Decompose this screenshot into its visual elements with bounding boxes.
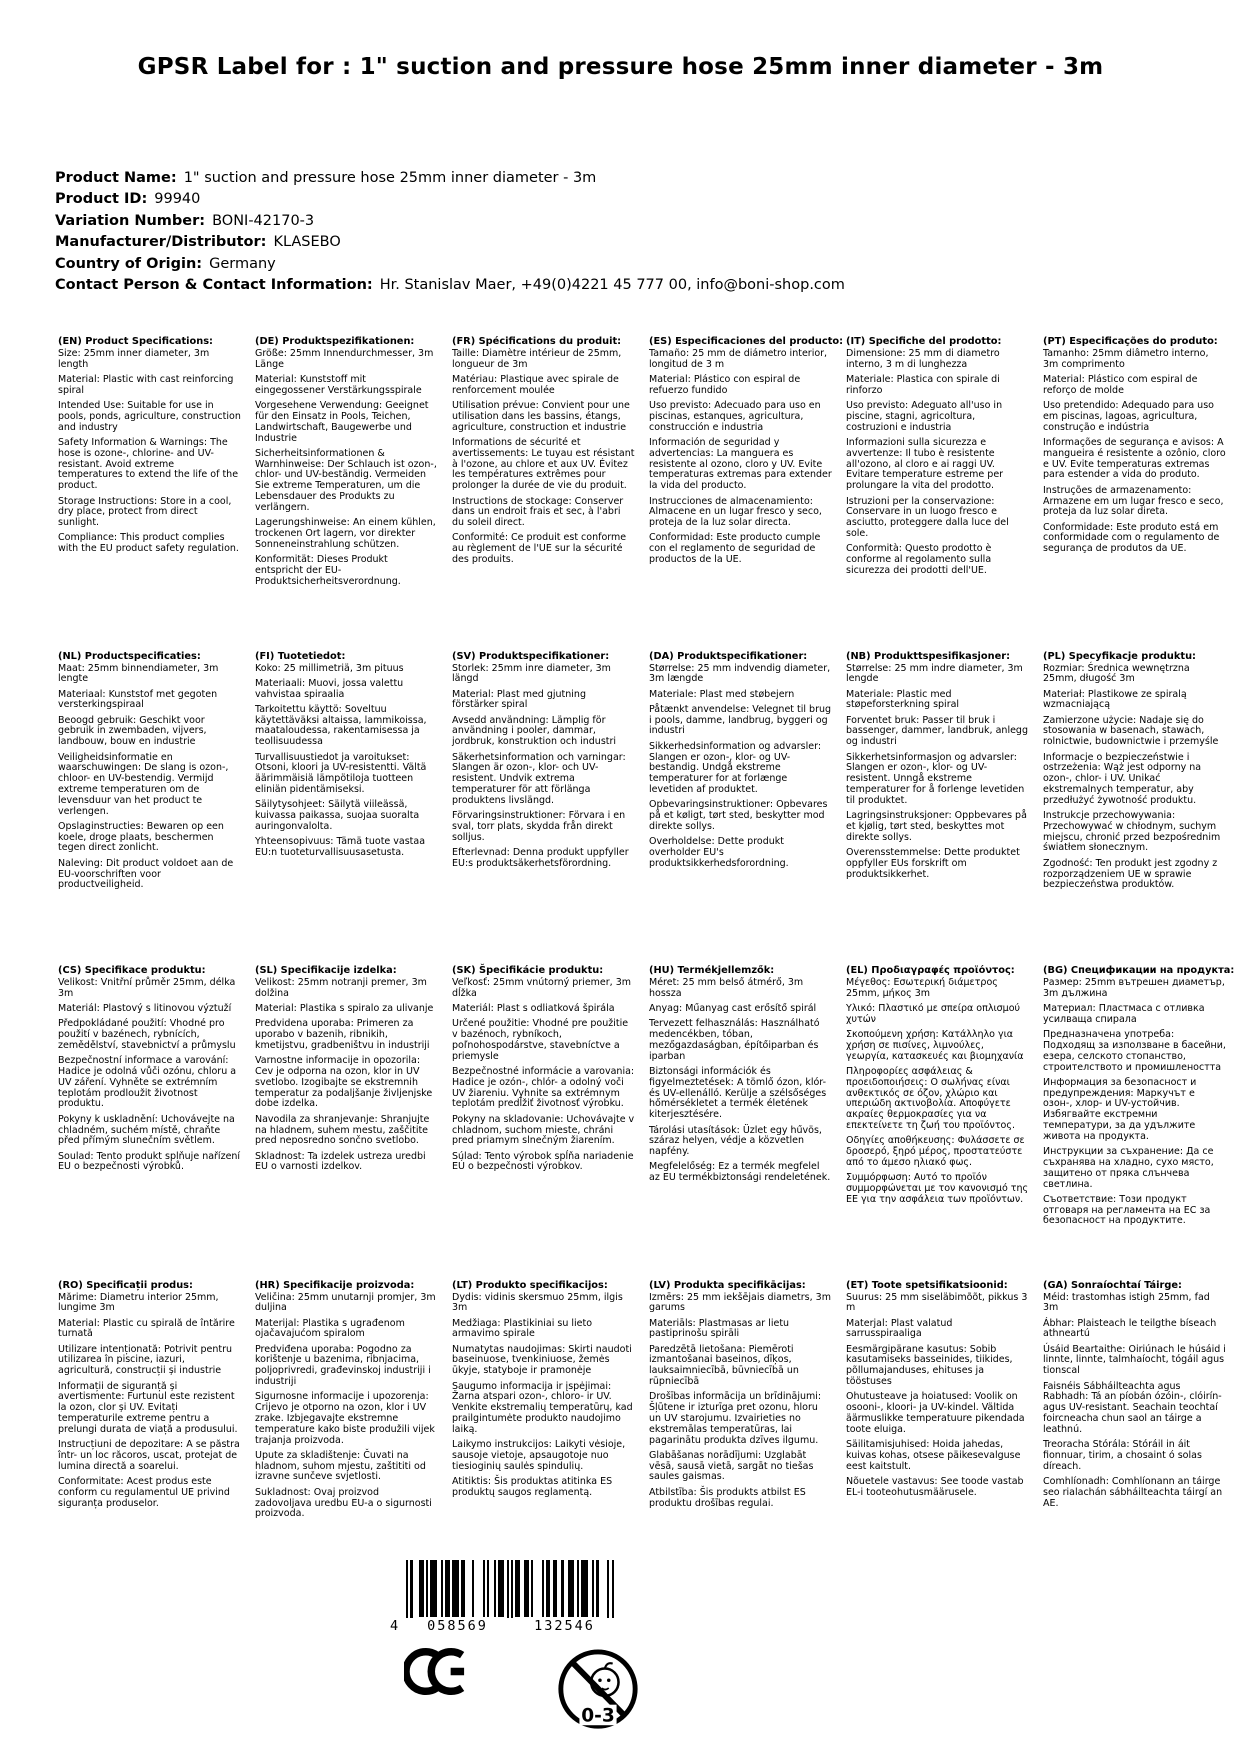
spec-paragraph: Size: 25mm inner diameter, 3m length [58,348,210,370]
product-info-value: Hr. Stanislav Maer, +49(0)4221 45 777 00, info@boni-shop.com [379,277,845,294]
spec-block-pl [1043,651,1226,966]
spec-block-lv [649,1280,832,1595]
spec-block-ro [58,1280,241,1595]
product-info-value: KLASEBO [273,234,341,251]
spec-paragraph: Bezpečnostné informácie a varovania: Hadice je ozón-, chlór- a odolný voči UV žiareniu. Vyhnite sa extrémnym teplotám predĺžiť životnosť výrobku. [452,1066,635,1110]
spec-paragraph: Conformitate: Acest produs este conform cu regulamentul UE privind siguranța produselor. [58,1475,230,1509]
spec-paragraph: Soulad: Tento produkt splňuje nařízení EU o bezpečnosti výrobků. [58,1150,241,1173]
product-info-label: Variation Number: [55,212,206,229]
spec-block-heading: (SL) Specifikacije izdelka: [255,965,397,976]
spec-paragraph: Velikost: 25mm notranji premer, 3m dolžina [255,977,427,999]
spec-paragraph: Materiaali: Muovi, jossa valettu vahvistaa spiraalia [255,677,404,700]
spec-grid [58,336,1235,1594]
spec-block-body [58,1293,241,1510]
spec-paragraph: Intended Use: Suitable for use in pools, ponds, agriculture, construction and industry [58,400,241,433]
spec-block-heading: (NL) Productspecificaties: [58,650,201,662]
spec-paragraph: Storage Instructions: Store in a cool, dry place, protect from direct sunlight. [58,495,232,529]
spec-paragraph: Opslaginstructies: Bewaren op een koele, droge plaats, beschermen tegen direct zonlicht. [58,820,224,854]
spec-block-heading: (LV) Produkta specifikācijas: [649,1279,806,1291]
spec-block-heading: (PL) Specyfikacje produktu: [1043,650,1196,662]
spec-paragraph: Πληροφορίες ασφάλειας & προειδοποιήσεις: Ο σωλήνας είναι ανθεκτικός σε όζον, χλώριο και υπεριώδη ακτινοβολία. Αποφύγετε ακραίες θερμοκρασίες για να επεκτείνετε τη ζωή του προϊόντος. [846,1066,1015,1132]
spec-paragraph: Megfelelőség: Ez a termék megfelel az EU termékbiztonsági rendeletének. [649,1161,831,1184]
spec-paragraph: Størrelse: 25 mm indre diameter, 3m lengde [846,662,1023,685]
spec-paragraph: Suurus: 25 mm siseläbimõõt, pikkus 3 m [846,1291,1028,1314]
spec-paragraph: Lagerungshinweise: An einem kühlen, trockenen Ort lagern, vor direkter Sonneneinstrahlung schützen. [255,517,436,550]
spec-block-heading: (DA) Produktspecifikationer: [649,650,808,662]
spec-paragraph: Conformità: Questo prodotto è conforme al regolamento sulla sicurezza dei prodotti dell'UE. [846,543,992,576]
spec-paragraph: Yhteensopivuus: Tämä tuote vastaa EU:n tuoteturvallisuusasetusta. [255,836,426,858]
spec-paragraph: Инструкции за съхранение: Да се съхранява на хладно, сухо място, защитено от пряка слънчева светлина. [1043,1146,1214,1190]
spec-paragraph: Paredzētā lietošana: Piemēroti izmantošanai baseinos, dīķos, lauksaimniecībā, būvniecībā un rūpniecībā [649,1343,799,1388]
spec-block-heading: (HU) Termékjellemzők: [649,965,775,976]
product-info-value: 99940 [154,191,201,208]
spec-paragraph: Materiale: Plast med støbejern [649,688,795,700]
spec-block-body [1043,1293,1226,1510]
spec-paragraph: Materiāls: Plastmasas ar lietu pastiprinošu spirāli [649,1317,790,1340]
spec-paragraph: Instrucțiuni de depozitare: A se păstra într- un loc răcoros, uscat, protejat de lumina directă a soarelui. [58,1439,240,1472]
spec-paragraph: Säilitamisjuhised: Hoida jahedas, kuivas kohas, otsese päikesevalguse eest kaitstult. [846,1439,1021,1472]
product-info-row [55,275,845,296]
spec-paragraph: Konformität: Dieses Produkt entspricht der EU-Produktsicherheitsverordnung. [255,554,401,587]
spec-paragraph: Upute za skladištenje: Čuvati na hladnom, suhom mjestu, zaštititi od izravne sunčeve svjetlosti. [255,1449,426,1483]
spec-paragraph: Efterlevnad: Denna produkt uppfyller EU:s produktsäkerhetsförordning. [452,846,629,869]
spec-paragraph: Material: Plastika s spiralo za ulivanje [255,1003,434,1015]
spec-paragraph: Velikost: Vnitřní průměr 25mm, délka 3m [58,977,236,999]
product-info-row [55,254,845,275]
spec-paragraph: Material: Plástico con espiral de refuerzo fundido [649,374,801,396]
barcode-bars [406,1560,626,1626]
barcode-digits [390,1618,618,1634]
spec-paragraph: Numatytas naudojimas: Skirti naudoti baseinuose, tvenkiniuose, žemės ūkyje, statyboje ir pramonėje [452,1343,632,1377]
spec-paragraph: Méid: trastomhas istigh 25mm, fad 3m [1043,1291,1210,1314]
spec-block-ga [1043,1280,1226,1595]
spec-paragraph: Materiale: Plastica con spirale di rinforzo [846,374,1000,396]
spec-paragraph: Uso previsto: Adecuado para uso en piscinas, estanques, agricultura, construcción e industria [649,400,821,433]
spec-block-pt [1043,336,1226,651]
spec-block-heading: (BG) Спецификации на продукта: [1043,965,1235,976]
spec-paragraph: Sikkerhetsinformasjon og advarsler: Slangen er ozon-, klor- og UV-resistent. Unngå ekstreme temperaturer for å forlenge levetiden til produktet. [846,751,1025,806]
spec-paragraph: Určené použitie: Vhodné pre použitie v bazénoch, rybníkoch, poľnohospodárstve, stavebníctve a priemysle [452,1018,629,1062]
spec-paragraph: Οδηγίες αποθήκευσης: Φυλάσσετε σε δροσερό, ξηρό μέρος, προστατεύστε από το άμεσο ηλιακό φως. [846,1135,1025,1168]
product-info-row [55,189,845,210]
spec-paragraph: Overensstemmelse: Dette produktet oppfyller EUs forskrift om produktsikkerhet. [846,846,1020,880]
product-info [55,168,845,296]
compliance-marks [404,1646,642,1736]
spec-block-body [649,978,832,1184]
barcode-left-group: 058569 [404,1618,511,1634]
spec-block-de [255,336,438,651]
spec-paragraph: Material: Plast med gjutning förstärker spiral [452,688,586,711]
spec-paragraph: Varnostne informacije in opozorila: Cev je odporna na ozon, klor in UV svetlobo. Izogibajte se ekstremnih temperatur za podaljšanje življenjske dobe izdelka. [255,1055,433,1110]
spec-paragraph: Tamaño: 25 mm de diámetro interior, longitud de 3 m [649,348,828,370]
spec-block-body [649,1293,832,1510]
product-info-label: Manufacturer/Distributor: [55,234,267,251]
spec-paragraph: Veľkosť: 25mm vnútorný priemer, 3m dĺžka [452,977,632,999]
spec-paragraph: Sikkerhedsinformation og advarsler: Slangen er ozon-, klor- og UV-bestandig. Undgå ekstreme temperaturer for at forlænge levetiden af produktet. [649,740,822,795]
page-title: GPSR Label for : 1" suction and pressure hose 25mm inner diameter - 3m [137,54,1104,80]
spec-paragraph: Μέγεθος: Εσωτερική διάμετρος 25mm, μήκος 3m [846,977,998,999]
spec-paragraph: Předpokládané použití: Vhodné pro použití v bazénech, rybnících, zemědělství, stavebnictví a průmyslu [58,1018,236,1051]
spec-block-fr [452,336,635,651]
spec-paragraph: Overholdelse: Dette produkt overholder EU's produktsikkerhedsforordning. [649,836,789,869]
spec-block-heading: (IT) Specifiche del prodotto: [846,336,1002,347]
spec-paragraph: Conformidad: Este producto cumple con el reglamento de seguridad de productos de la UE. [649,532,821,566]
barcode-first-digit: 4 [390,1618,404,1634]
ean-barcode [390,1560,626,1634]
spec-block-heading: (GA) Sonraíochtaí Táirge: [1043,1279,1182,1291]
spec-paragraph: Informații de siguranță și avertismente: Furtunul este rezistent la ozon, clor și UV. Evitați temperaturile extreme pentru a prelungi durata de viață a produsului. [58,1380,238,1435]
spec-block-heading: (LT) Produkto specifikacijos: [452,1279,608,1291]
spec-block-heading: (EN) Product Specifications: [58,336,213,347]
spec-block-fi [255,651,438,966]
spec-paragraph: Uso previsto: Adeguato all'uso in piscine, stagni, agricoltura, costruzioni e industria [846,400,1003,433]
spec-paragraph: Размер: 25mm вътрешен диаметър, 3m дължина [1043,977,1225,999]
spec-paragraph: Eesmärgipärane kasutus: Sobib kasutamiseks basseinides, tiikides, põllumajanduses, ehituses ja tööstuses [846,1343,1013,1388]
spec-paragraph: Veličina: 25mm unutarnji promjer, 3m duljina [255,1291,436,1314]
spec-paragraph: Säkerhetsinformation och varningar: Slangen är ozon-, klor- och UV-resistent. Undvik extrema temperaturer för att förlänga produktens livslängd. [452,751,626,806]
spec-block-body [1043,349,1226,555]
spec-paragraph: Beoogd gebruik: Geschikt voor gebruik in zwembaden, vijvers, landbouw, bouw en industrie [58,714,207,748]
spec-paragraph: Materijal: Plastika s ugrađenom ojačavajućom spiralom [255,1317,405,1340]
spec-paragraph: Информация за безопасност и предупреждения: Маркучът е озон-, хлор- и UV-устойчив. Избягвайте екстремни температури, за да удължите живота на продукта. [1043,1076,1197,1142]
product-info-value: 1" suction and pressure hose 25mm inner diameter - 3m [183,170,597,186]
spec-paragraph: Størrelse: 25 mm indvendig diameter, 3m længde [649,662,831,685]
product-info-value: BONI-42170-3 [212,212,315,229]
spec-paragraph: Materiál: Plastový s litinovou výztuží [58,1003,232,1015]
spec-paragraph: Dimensione: 25 mm di diametro interno, 3 m di lunghezza [846,348,1000,370]
spec-block-bg [1043,965,1235,1280]
spec-block-el [846,965,1029,1280]
spec-paragraph: Material: Plastic cu spirală de întărire turnată [58,1317,235,1340]
spec-paragraph: Ábhar: Plaisteach le teilgthe bíseach athneartú [1043,1317,1217,1340]
spec-block-body [58,349,241,555]
spec-block-sv [452,651,635,966]
spec-block-body [1043,978,1226,1227]
spec-paragraph: Bezpečnostní informace a varování: Hadice je odolná vůči ozónu, chloru a UV záření. Vyhněte se extrémním teplotám prodloužit životnost produktu. [58,1055,237,1110]
product-info-value: Germany [209,255,276,272]
spec-paragraph: Méret: 25 mm belső átmérő, 3m hossza [649,977,804,999]
spec-paragraph: Tarkoitettu käyttö: Soveltuu käytettäväksi altaissa, lammikoissa, maataloudessa, rakentamisessa ja teollisuudessa [255,703,427,748]
spec-paragraph: Conformité: Ce produit est conforme au règlement de l'UE sur la sécurité des produits. [452,532,627,566]
spec-paragraph: Materiál: Plast s odliatková špirála [452,1003,615,1015]
spec-paragraph: Predviđena uporaba: Pogodno za korištenje u bazenima, ribnjacima, poljoprivredi, građevinskoj industriji i industriji [255,1343,431,1388]
spec-block-heading: (DE) Produktspezifikationen: [255,336,415,347]
spec-block-body [255,664,438,859]
spec-block-heading: (PT) Especificações do produto: [1043,336,1218,347]
spec-paragraph: Istruzioni per la conservazione: Conservare in un luogo fresco e asciutto, proteggere dalla luce del sole. [846,495,1009,539]
spec-paragraph: Matériau: Plastique avec spirale de renforcement moulée [452,374,619,396]
spec-paragraph: Skladnost: Ta izdelek ustreza uredbi EU o varnosti izdelkov. [255,1150,426,1173]
spec-paragraph: Sukladnost: Ovaj proizvod zadovoljava uredbu EU-a o sigurnosti proizvoda. [255,1486,432,1520]
spec-paragraph: Naleving: Dit product voldoet aan de EU-voorschriften voor productveiligheid. [58,857,234,891]
spec-block-body [255,978,438,1173]
spec-block-heading: (NB) Produkttspesifikasjoner: [846,650,1010,662]
barcode-bar [612,1560,614,1626]
spec-block-sk [452,965,635,1280]
spec-paragraph: Saugumo informacija ir įspėjimai: Žarna atspari ozon-, chloro- ir UV. Venkite ekstremalių temperatūrų, kad prailgintumėte produkto naudojimo laiką. [452,1380,633,1435]
spec-paragraph: Tervezett felhasználás: Használható medencékben, tóban, mezőgazdaságban, építőiparban és iparban [649,1018,820,1062]
spec-paragraph: Utilizare intenționată: Potrivit pentru utilizarea în piscine, iazuri, agricultură, construcții și industrie [58,1343,233,1377]
spec-block-heading: (HR) Specifikacije proizvoda: [255,1279,415,1291]
spec-paragraph: Instruções de armazenamento: Armazene em um lugar fresco e seco, proteja da luz solar direta. [1043,484,1224,518]
spec-paragraph: Materiaal: Kunststof met gegoten versterkingspiraal [58,688,218,711]
spec-paragraph: Drošības informācija un brīdinājumi: Šļūtene ir izturīga pret ozonu, hloru un UV starojumu. Izvairieties no ekstremālas temperatūras, lai pagarinātu produkta dzīves ilgumu. [649,1391,822,1446]
spec-paragraph: Forventet bruk: Passer til bruk i bassenger, dammer, landbruk, anlegg og industri [846,714,1028,748]
spec-block-heading: (ET) Toote spetsifikatsioonid: [846,1279,1008,1291]
spec-paragraph: Safety Information & Warnings: The hose is ozone-, chlorine- and UV-resistant. Avoid extreme temperatures to extend the life of the product. [58,437,239,492]
spec-paragraph: Avsedd användning: Lämplig för användning i pooler, dammar, jordbruk, konstruktion och industri [452,714,617,748]
spec-paragraph: Συμμόρφωση: Αυτό το προϊόν συμμορφώνεται με τον κανονισμό της ΕΕ για την ασφάλεια των προϊόντων. [846,1172,1029,1205]
spec-paragraph: Tárolási utasítások: Üzlet egy hűvös, száraz helyen, védje a közvetlen napfény. [649,1124,822,1158]
spec-paragraph: Información de seguridad y advertencias: La manguera es resistente al ozono, cloro y UV. Evite temperaturas extremas para extender la vida del producto. [649,437,832,492]
spec-block-body [452,349,635,566]
spec-block-heading: (SV) Produktspecifikationer: [452,650,610,662]
spec-block-en [58,336,241,651]
spec-paragraph: Uso pretendido: Adequado para uso em piscinas, lagoas, agricultura, construção e indústria [1043,400,1214,433]
product-info-row [55,168,845,189]
product-info-label: Product ID: [55,191,148,208]
spec-paragraph: Úsáid Beartaithe: Oiriúnach le húsáid i linnte, linnte, talmhaíocht, tógáil agus tionscal [1043,1343,1226,1377]
spec-paragraph: Glabāšanas norādījumi: Uzglabāt vēsā, sausā vietā, sargāt no tiešas saules gaismas. [649,1449,814,1483]
age-warning-text: 0-3 [581,1705,615,1727]
spec-paragraph: Storlek: 25mm inre diameter, 3m längd [452,662,611,685]
spec-paragraph: Faisnéis Sábháilteachta agus Rabhadh: Tá an píobán ózóin-, clóirín- agus UV-resistant. Seachain teochtaí foircneacha chun saol an táirge a leathnú. [1043,1380,1222,1435]
spec-block-body [846,978,1029,1206]
spec-paragraph: Rozmiar: Średnica wewnętrzna 25mm, długość 3m [1043,662,1190,685]
spec-paragraph: Anyag: Műanyag cast erősítő spirál [649,1003,817,1015]
spec-paragraph: Materiale: Plastic med støpeforsterkning spiral [846,688,960,711]
spec-paragraph: Säilytysohjeet: Säilytä viileässä, kuivassa paikassa, suojaa suoralta auringonvalolta. [255,799,420,832]
spec-paragraph: Σκοπούμενη χρήση: Κατάλληλο για χρήση σε πισίνες, λιμνούλες, γεωργία, κατασκευές και βιομηχανία [846,1029,1024,1062]
spec-paragraph: Taille: Diamètre intérieur de 25mm, longueur de 3m [452,348,622,370]
spec-paragraph: Izmērs: 25 mm iekšējais diametrs, 3m garums [649,1291,831,1314]
spec-block-da [649,651,832,966]
ce-mark-icon [404,1646,472,1697]
spec-paragraph: Koko: 25 millimetriä, 3m pituus [255,662,404,674]
spec-block-body [846,349,1029,577]
spec-paragraph: Zamierzone użycie: Nadaje się do stosowania w basenach, stawach, rolnictwie, budownictwie i przemyśle [1043,714,1219,748]
spec-paragraph: Comhlíonadh: Comhlíonann an táirge seo rialachán sábháilteachta táirgí an AE. [1043,1475,1223,1509]
product-info-label: Contact Person & Contact Information: [55,277,373,294]
spec-paragraph: Υλικό: Πλαστικό με σπείρα οπλισμού χυτών [846,1003,1021,1025]
spec-paragraph: Laikymo instrukcijos: Laikyti vėsioje, sausoje vietoje, apsaugotoje nuo tiesioginių saulės spindulių. [452,1439,626,1472]
spec-paragraph: Påtænkt anvendelse: Velegnet til brug i pools, damme, landbrug, byggeri og industri [649,703,832,737]
spec-paragraph: Predvidena uporaba: Primeren za uporabo v bazenih, ribnikih, kmetijstvu, gradbeništvu in industriji [255,1018,430,1051]
spec-block-et [846,1280,1029,1595]
spec-block-sl [255,965,438,1280]
spec-paragraph: Materiał: Plastikowe ze spiralą wzmacniającą [1043,688,1187,711]
spec-paragraph: Größe: 25mm Innendurchmesser, 3m Länge [255,348,434,370]
spec-paragraph: Vorgesehene Verwendung: Geeignet für den Einsatz in Pools, Teichen, Landwirtschaft, Baugewerbe und Industrie [255,400,429,444]
spec-paragraph: Предназначена употреба: Подходящ за използване в басейни, езера, селското стопанство, строителството и промишлеността [1043,1029,1226,1073]
spec-block-body [452,664,635,870]
spec-paragraph: Informacje o bezpieczeństwie i ostrzeżenia: Wąż jest odporny na ozon-, chlor- i UV. Unikać ekstremalnych temperatur, aby przedłużyć żywotność produktu. [1043,751,1202,806]
spec-block-heading: (CS) Specifikace produktu: [58,965,206,976]
barcode-right-group: 132546 [511,1618,618,1634]
spec-paragraph: Veiligheidsinformatie en waarschuwingen: De slang is ozon-, chloor- en UV-bestendig. Vermijd extreme temperaturen om de levensduur van het product te verlengen. [58,751,229,817]
spec-block-hu [649,965,832,1280]
spec-paragraph: Informações de segurança e avisos: A mangueira é resistente a ozônio, cloro e UV. Evite temperaturas extremas para estender a vida do produto. [1043,437,1226,481]
spec-block-body [255,1293,438,1521]
product-info-label: Country of Origin: [55,255,203,272]
spec-paragraph: Ohutusteave ja hoiatused: Voolik on osooni-, kloori- ja UV-kindel. Vältida äärmuslikke temperatuure pikendada toote eluiga. [846,1391,1025,1435]
spec-paragraph: Turvallisuustiedot ja varoitukset: Otsoni, kloori ja UV-resistentti. Vältä äärimmäisiä lämpötiloja tuotteen eliniän pidentämiseksi. [255,751,427,795]
spec-paragraph: Pokyny k uskladnění: Uchovávejte na chladném, suchém místě, chraňte před přímým slunečním světlem. [58,1113,235,1147]
spec-paragraph: Atbilstība: Šis produkts atbilst ES produktu drošības regulai. [649,1486,806,1509]
spec-paragraph: Informations de sécurité et avertissements: Le tuyau est résistant à l'ozone, au chlore et aux UV. Évitez les températures extrêmes pour prolonger la durée de vie du produit. [452,437,635,492]
spec-paragraph: Mărime: Diametru interior 25mm, lungime 3m [58,1291,219,1314]
spec-block-body [846,664,1029,881]
spec-paragraph: Súlad: Tento výrobok spĺňa nariadenie EÚ o bezpečnosti výrobkov. [452,1150,634,1173]
spec-paragraph: Maat: 25mm binnendiameter, 3m lengte [58,662,219,685]
spec-paragraph: Lagringsinstruksjoner: Oppbevares på et kjølig, tørt sted, beskyttes mot direkte sollys. [846,810,1027,843]
spec-block-it [846,336,1029,651]
product-info-label: Product Name: [55,170,177,186]
spec-paragraph: Zgodność: Ten produkt jest zgodny z rozporządzeniem UE w sprawie bezpieczeństwa produktów. [1043,857,1218,891]
spec-block-es [649,336,844,651]
spec-block-heading: (EL) Προδιαγραφές προϊόντος: [846,965,1015,976]
product-info-row [55,232,845,253]
age-warning-0-3-icon [554,1646,642,1736]
spec-block-lt [452,1280,635,1595]
spec-paragraph: Material: Plastic with cast reinforcing spiral [58,374,234,396]
spec-block-body [255,349,438,587]
spec-block-heading: (FI) Tuotetiedot: [255,650,346,662]
spec-block-heading: (SK) Špecifikácie produktu: [452,965,604,976]
spec-block-heading: (ES) Especificaciones del producto: [649,336,844,347]
spec-block-heading: (RO) Specificații produs: [58,1279,193,1291]
spec-paragraph: Biztonsági információk és figyelmeztetések: A tömlő ózon, klór- és UV-ellenálló. Kerülje a szélsőséges hőmérsékletet a termék életének kiterjesztésére. [649,1066,827,1121]
spec-paragraph: Treoracha Stórála: Stóráil in áit fionnuar, tirim, a chosaint ó solas díreach. [1043,1439,1202,1472]
spec-paragraph: Material: Kunststoff mit eingegossener Verstärkungsspirale [255,374,422,396]
spec-paragraph: Instructions de stockage: Conserver dans un endroit frais et sec, à l'abri du soleil direct. [452,495,624,529]
spec-block-body [649,349,832,566]
spec-block-nl [58,651,241,966]
spec-block-nb [846,651,1029,966]
spec-paragraph: Dydis: vidinis skersmuo 25mm, ilgis 3m [452,1291,623,1314]
spec-block-body [58,664,241,892]
spec-block-cs [58,965,241,1280]
spec-paragraph: Conformidade: Este produto está em conformidade com o regulamento de segurança de produtos da UE. [1043,521,1220,555]
spec-paragraph: Nõuetele vastavus: See toode vastab EL-i tooteohutusmäärusele. [846,1475,1024,1498]
spec-paragraph: Материал: Пластмаса с отливка усилваща спирала [1043,1003,1205,1025]
spec-block-hr [255,1280,438,1595]
spec-paragraph: Compliance: This product complies with the EU product safety regulation. [58,532,239,555]
spec-block-body [452,978,635,1173]
spec-paragraph: Pokyny na skladovanie: Uchovávajte v chladnom, suchom mieste, chráni pred priamym slnečným žiarením. [452,1113,635,1147]
spec-paragraph: Sicherheitsinformationen & Warnhinweise: Der Schlauch ist ozon-, chlor- und UV-beständig. Vermeiden Sie extreme Temperaturen, um die Lebensdauer des Produkts zu verlängern. [255,447,437,513]
spec-paragraph: Utilisation prévue: Convient pour une utilisation dans les bassins, étangs, agriculture, construction et industrie [452,400,630,433]
spec-paragraph: Instrucciones de almacenamiento: Almacene en un lugar fresco y seco, proteja de la luz solar directa. [649,495,822,529]
spec-paragraph: Atitiktis: Šis produktas atitinka ES produktų saugos reglamentą. [452,1475,613,1498]
spec-paragraph: Opbevaringsinstruktioner: Opbevares på et køligt, tørt sted, beskytter mod direkte sollys. [649,799,828,832]
spec-block-body [1043,664,1226,892]
spec-paragraph: Instrukcje przechowywania: Przechowywać w chłodnym, suchym miejscu, chronić przed bezpośrednim światłem słonecznym. [1043,810,1221,854]
spec-block-body [452,1293,635,1499]
spec-paragraph: Informazioni sulla sicurezza e avvertenze: Il tubo è resistente all'ozono, al cloro e ai raggi UV. Evitare temperature estreme per prolungare la vita del prodotto. [846,437,1004,492]
spec-block-heading: (FR) Spécifications du produit: [452,336,622,347]
spec-paragraph: Tamanho: 25mm diâmetro interno, 3m comprimento [1043,348,1209,370]
spec-block-body [58,978,241,1173]
spec-block-body [649,664,832,870]
spec-paragraph: Medžiaga: Plastikiniai su lieto armavimo spirale [452,1317,593,1340]
spec-paragraph: Sigurnosne informacije i upozorenja: Crijevo je otporno na ozon, klor i UV zrake. Izbjegavajte ekstremne temperature kako biste produžili vijek trajanja proizvoda. [255,1391,435,1446]
spec-block-body [846,1293,1029,1499]
spec-paragraph: Materjal: Plast valatud sarrusspiraaliga [846,1317,953,1340]
spec-paragraph: Förvaringsinstruktioner: Förvara i en sval, torr plats, skydda från direkt solljus. [452,810,626,843]
product-info-row [55,211,845,232]
spec-paragraph: Material: Plástico com espiral de reforço de molde [1043,374,1198,396]
spec-paragraph: Съответствие: Този продукт отговаря на регламента на ЕС за безопасност на продуктите. [1043,1193,1211,1227]
spec-paragraph: Navodila za shranjevanje: Shranjujte na hladnem, suhem mestu, zaščitite pred neposredno sončno svetlobo. [255,1113,430,1147]
